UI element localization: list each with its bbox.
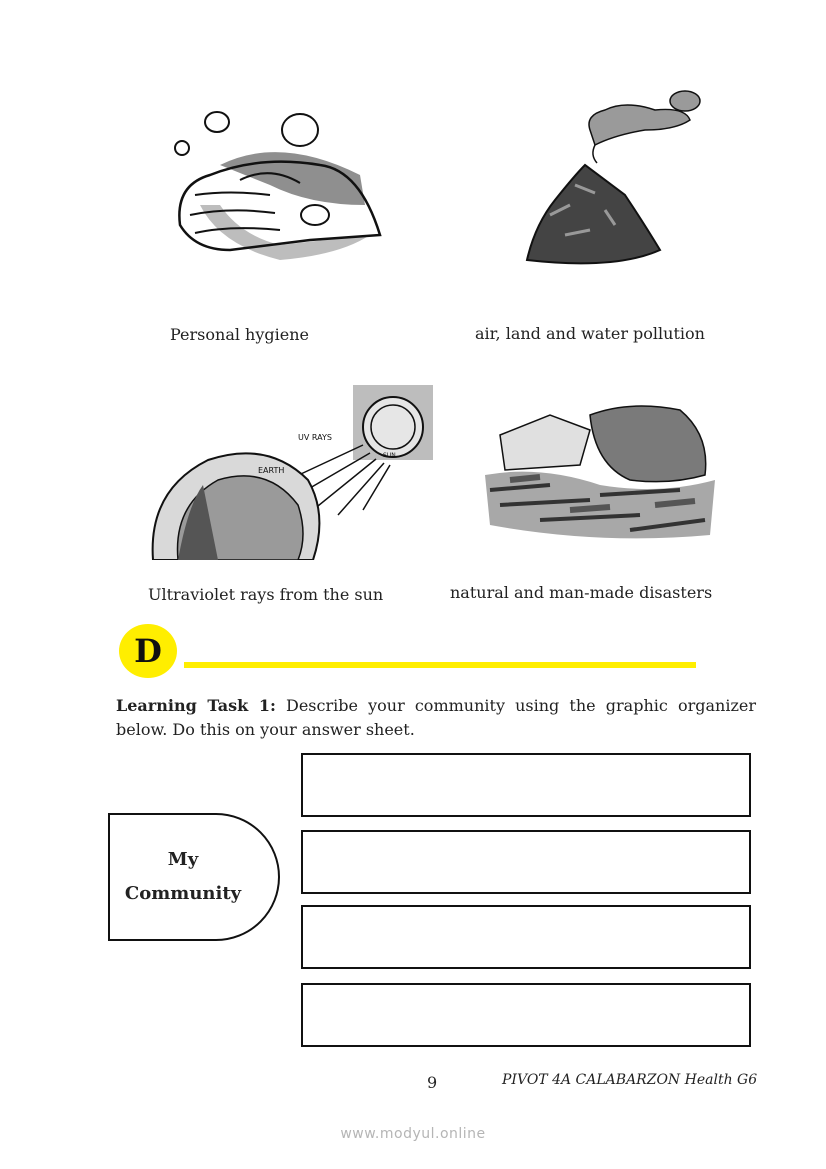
learning-task-instructions [116, 694, 756, 742]
uv-rays-label: UV RAYS [298, 433, 332, 442]
answer-box-1[interactable] [301, 753, 751, 817]
community-label-line1: My [167, 849, 199, 870]
answer-box-2[interactable] [301, 830, 751, 894]
section-letter: D [134, 632, 162, 670]
caption-personal-hygiene: Personal hygiene [170, 325, 309, 344]
caption-pollution: air, land and water pollution [475, 324, 705, 343]
answer-box-4[interactable] [301, 983, 751, 1047]
caption-disasters: natural and man-made disasters [450, 583, 713, 602]
my-community-shape [108, 813, 280, 941]
section-letter-badge [119, 624, 177, 678]
community-label-line2: Community [124, 883, 242, 904]
earth-label: EARTH [258, 466, 285, 475]
caption-uv-rays: Ultraviolet rays from the sun [148, 585, 384, 604]
answer-box-3[interactable] [301, 905, 751, 969]
footer-title: PIVOT 4A CALABARZON Health G6 [502, 1072, 758, 1088]
washing-hands-illustration [160, 95, 390, 270]
page-number: 9 [427, 1073, 438, 1092]
sun-uv-rays-earth-illustration [148, 385, 433, 560]
learning-task-text: Describe your community using the graphic organizer below. Do this on your answer sheet. [116, 696, 756, 739]
sun-label: SUN [383, 452, 396, 459]
flood-houses-illustration [480, 395, 720, 545]
section-divider-line [184, 662, 696, 668]
watermark-text: www.modyul.online [340, 1126, 486, 1142]
smoking-garbage-pile-illustration [515, 85, 715, 275]
learning-task-label: Learning Task 1: [116, 696, 276, 715]
